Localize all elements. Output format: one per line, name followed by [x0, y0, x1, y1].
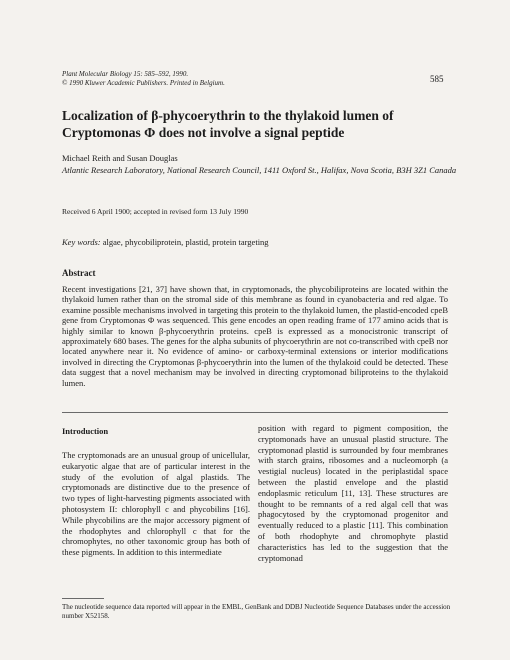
authors: Michael Reith and Susan Douglas — [62, 153, 178, 163]
footnote-divider — [62, 598, 104, 599]
keywords-label: Key words: — [62, 237, 101, 247]
introduction-column-1: The cryptomonads are an unusual group of unicellular, eukaryotic algae that are of particular interest in the study of the evolution of algal plastids. The cryptomonads are distinctive due to the presence of two types of light-harvesting pigments associated with photosystem II: chlorophyll c and phycobilins [16]. While phycobilins are the major accessory pigment of the rhodophytes and chlorophyll c that for the chromophytes, no other taxonomic group has both of these pigments. In addition to this intermediate — [62, 450, 250, 558]
keywords-text: algae, phycobiliprotein, plastid, protein targeting — [102, 237, 269, 247]
keywords — [62, 237, 269, 247]
introduction-column-2: position with regard to pigment composition, the cryptomonads have an unusual plastid structure. The cryptomonad plastid is surrounded by four membranes with starch grains, ribosomes and a nucleomorph (a vestigial nucleus) located in the periplastidal space between the plastid envelope and the plastid endoplasmic reticulum [11, 13]. These structures are thought to be remnants of a red algal cell that was phagocytosed by the cryptomonad progenitor and eventually reduced to a plastic [11]. This combination of both rhodophyte and chromophyte plastid characteristics has led to the suggestion that the cryptomonad — [258, 423, 448, 563]
journal-citation — [62, 70, 225, 87]
received-dates: Received 6 April 1900; accepted in revised form 13 July 1990 — [62, 207, 249, 216]
paper-title: Localization of β-phycoerythrin to the thylakoid lumen of Cryptomonas Φ does not involve a signal peptide — [62, 108, 394, 140]
journal-line-1: Plant Molecular Biology 15: 585–592, 1990. — [62, 70, 189, 78]
abstract-heading: Abstract — [62, 268, 96, 278]
section-divider — [62, 412, 448, 413]
introduction-heading: Introduction — [62, 426, 109, 436]
page-number: 585 — [430, 74, 444, 84]
journal-line-2: © 1990 Kluwer Academic Publishers. Printed in Belgium. — [62, 78, 225, 87]
abstract-text: Recent investigations [21, 37] have shown that, in cryptomonads, the phycobiliproteins are located within the thylakoid lumen rather than on the stromal side of this membrane as found in cyanobacteria and red algae. To examine possible mechanisms involved in targeting this protein to the thylakoid lumen, the plastid-encoded cpeB gene from Cryptomonas Φ was sequenced. This gene encodes an open reading frame of 177 amino acids that is highly similar to known β-phycoerythrin proteins. cpeB is expressed as a monocistronic transcript of approximately 680 bases. The genes for the alpha subunits of phycoerythrin are not co-transcribed with cpeB nor located anywhere near it. No evidence of amino- or carboxy-terminal extensions or interior modifications involved in directing the Cryptomonas β-phycoerythrin into the lumen of the thylakoid could be detected. These data suggest that a novel mechanism may be involved in directing cryptomonad biliproteins to the thylakoid lumen. — [62, 284, 448, 388]
footnote: The nucleotide sequence data reported will appear in the EMBL, GenBank and DDBJ Nucleotide Sequence Databases under the accession number X52158. — [62, 603, 451, 620]
affiliation: Atlantic Research Laboratory, National Research Council, 1411 Oxford St., Halifax, Nova Scotia, B3H 3Z1 Canada — [62, 165, 457, 175]
